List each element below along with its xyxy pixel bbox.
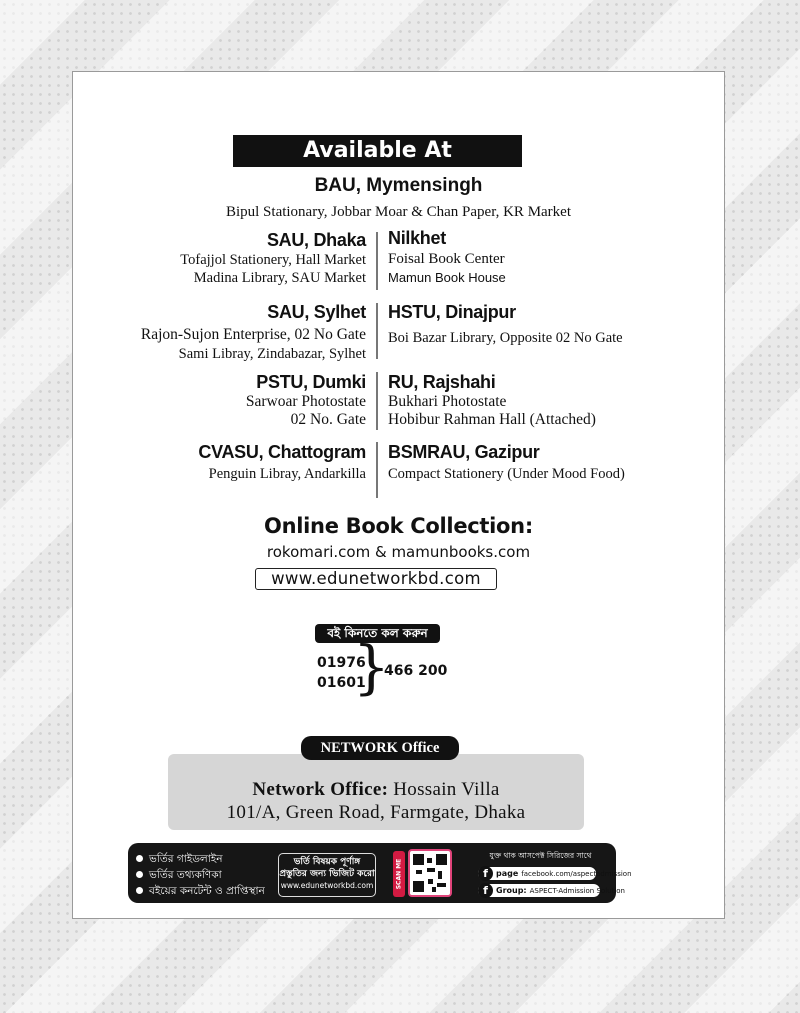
footer-bar [128, 843, 632, 903]
divider [376, 303, 378, 359]
location-name: PSTU, Dumki [256, 372, 366, 392]
network-office-badge: NETWORK Office [301, 736, 459, 760]
bullet-text: বইয়ের কনটেন্ট ও প্রাপ্তিস্থান [149, 885, 265, 897]
location-line: Tofajjol Stationery, Hall Market [180, 252, 366, 268]
phone-prefix: 01601 [317, 675, 366, 691]
join-series-text: যুক্ত থাক আসপেক্ট সিরিজের সাথে [489, 851, 592, 860]
location-ru-rajshahi [388, 372, 596, 429]
location-cvasu-chattogram [198, 442, 366, 483]
location-name: RU, Rajshahi [388, 372, 496, 392]
phone-suffix: 466 200 [384, 663, 448, 679]
location-name: CVASU, Chattogram [198, 442, 366, 462]
location-line: Sarwoar Photostate [245, 393, 366, 410]
location-line: Foisal Book Center [388, 251, 505, 267]
brace-icon: } [353, 633, 390, 701]
facebook-page-link[interactable]: f page facebook.com/aspectadmission [478, 867, 596, 880]
location-line: Hobibur Rahman Hall (Attached) [388, 411, 596, 428]
bullet-text: ভর্তির গাইডলাইন [149, 853, 223, 865]
qr-code-icon[interactable] [408, 849, 452, 897]
office-address: 101/A, Green Road, Farmgate, Dhaka [226, 802, 526, 823]
divider [376, 372, 378, 430]
location-nilkhet [388, 228, 506, 287]
location-line: Mamun Book House [388, 270, 506, 285]
call-to-buy-label: বই কিনতে কল করুন [315, 624, 440, 643]
facebook-icon: f [478, 866, 493, 881]
footer-bullet-item [136, 852, 223, 869]
office-name: Hossain Villa [393, 779, 500, 800]
footer-bullet-item [136, 868, 222, 885]
location-pstu-dumki [246, 372, 366, 429]
location-line: Bukhari Photostate [388, 393, 507, 410]
available-at-banner: Available At [233, 135, 522, 167]
location-name: BSMRAU, Gazipur [388, 442, 540, 462]
website-link[interactable]: www.edunetworkbd.com [255, 568, 497, 590]
location-line: 02 No. Gate [290, 411, 366, 428]
network-office-box [168, 754, 584, 830]
online-collection-title: Online Book Collection: [264, 514, 533, 538]
location-line: Boi Bazar Library, Opposite 02 No Gate [388, 330, 623, 346]
location-name: SAU, Dhaka [266, 230, 366, 250]
footer-bullet-item [136, 884, 265, 901]
bullet-text: ভর্তির তথ্যকণিকা [149, 869, 222, 881]
location-sau-sylhet [141, 302, 366, 363]
location-line: Madina Library, SAU Market [193, 270, 366, 286]
location-sau-dhaka [180, 230, 366, 287]
back-cover-card [72, 71, 725, 919]
bullet-icon [136, 855, 143, 862]
location-hstu-dinajpur [388, 302, 623, 347]
location-line: Rajon-Sujon Enterprise, 02 No Gate [140, 326, 366, 343]
visit-website-box[interactable] [278, 853, 376, 897]
location-name: Nilkhet [388, 228, 446, 248]
location-line: Compact Stationery (Under Mood Food) [388, 466, 625, 482]
visit-url: www.edunetworkbd.com [280, 881, 374, 890]
divider [376, 232, 378, 290]
location-line: Sami Libray, Zindabazar, Sylhet [178, 346, 366, 362]
office-name-line [168, 779, 584, 801]
location-name: SAU, Sylhet [267, 302, 366, 322]
bullet-icon [136, 871, 143, 878]
bau-detail: Bipul Stationary, Jobbar Moar & Chan Paper, KR Market [225, 204, 572, 220]
divider [376, 442, 378, 498]
facebook-group-link[interactable]: f Group: ASPECT-Admission Solution [478, 884, 600, 897]
office-label: Network Office: [252, 779, 389, 800]
visit-text: প্রস্তুতির জন্য ভিজিট করো [279, 869, 375, 879]
visit-text: ভর্তি বিষয়ক পূর্ণাঙ্গ [293, 857, 361, 867]
bullet-icon [136, 887, 143, 894]
phone-prefix: 01976 [317, 655, 366, 671]
location-bsmrau-gazipur [388, 442, 625, 483]
location-name: HSTU, Dinajpur [388, 302, 516, 322]
scan-me-label: SCAN ME [393, 851, 405, 897]
bau-title: BAU, Mymensingh [314, 175, 483, 196]
facebook-icon: f [478, 883, 493, 898]
location-line: Penguin Libray, Andarkilla [208, 466, 366, 482]
online-sites: rokomari.com & mamunbooks.com [266, 543, 531, 561]
